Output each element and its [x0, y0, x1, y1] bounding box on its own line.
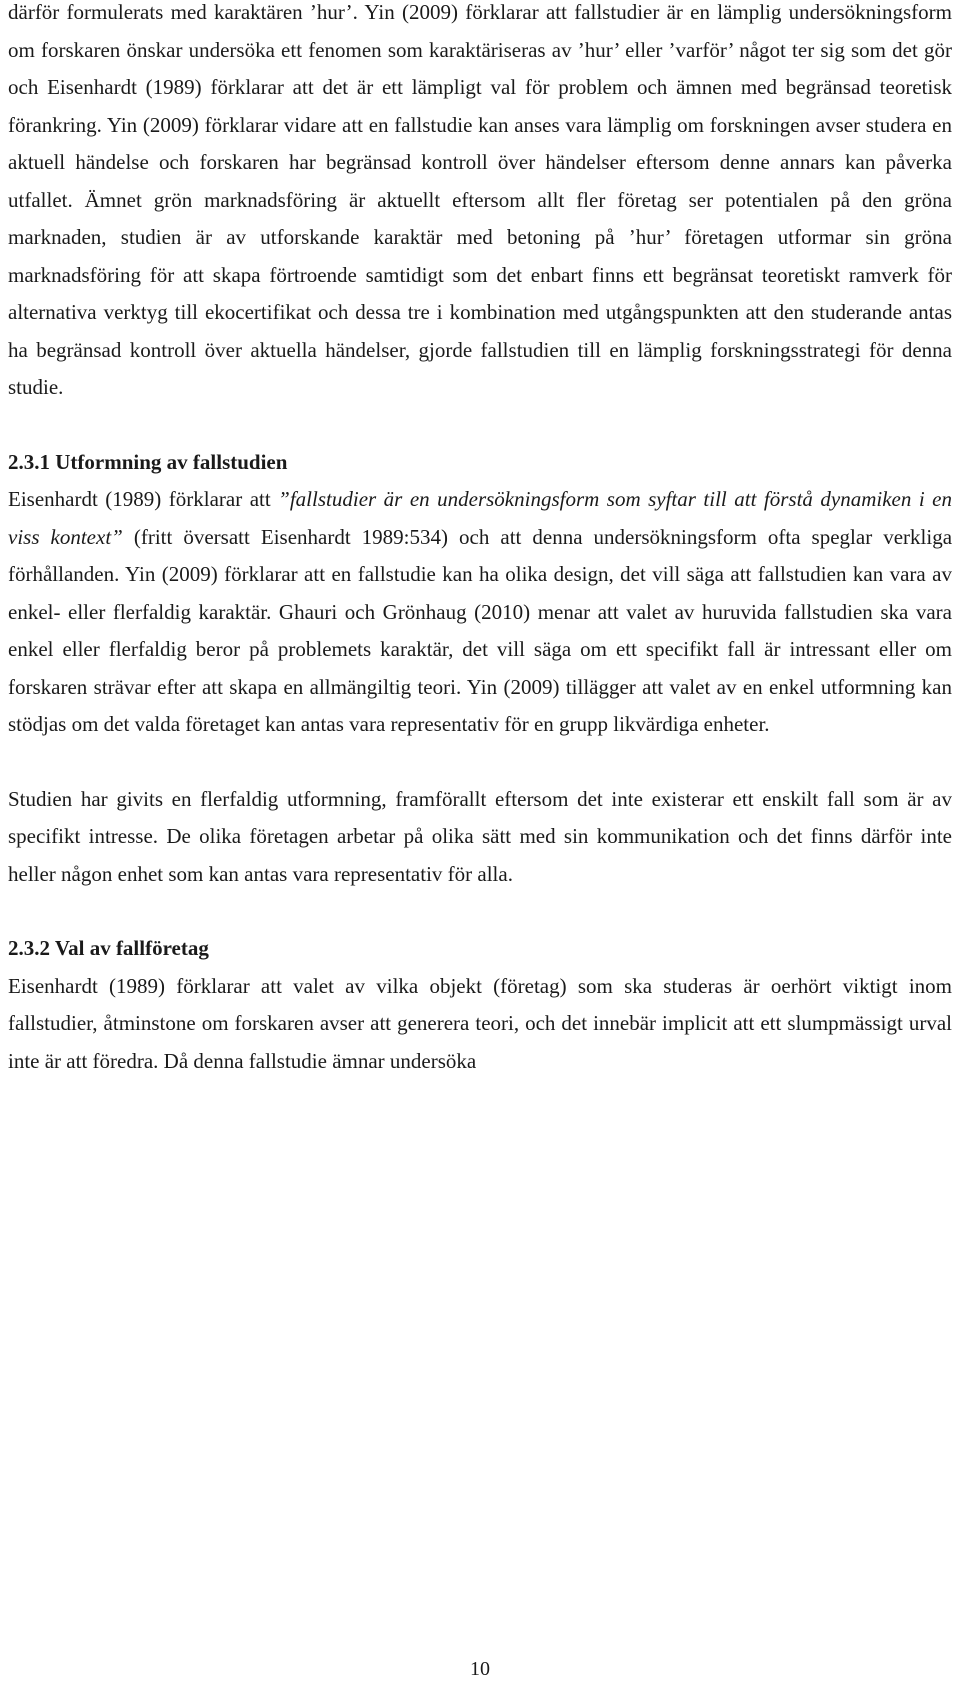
body-paragraph [8, 481, 952, 744]
page-number: 10 [470, 1658, 490, 1680]
body-paragraph: därför formulerats med karaktären ’hur’. Yin (2009) förklarar att fallstudier är en lämplig undersökningsform om forskaren önskar undersöka ett fenomen som karaktäriseras av ’hur’ eller ’varför’ något ter sig som det gör och Eisenhardt (1989) förklarar att det är ett lämpligt val för problem och ämnen med begränsad teoretisk förankring. Yin (2009) förklarar vidare att en fallstudie kan anses vara lämplig om forskningen avser studera en aktuell händelse och forskaren har begränsad kontroll över händelser eftersom denne annars kan påverka utfallet. Ämnet grön marknadsföring är aktuellt eftersom allt fler företag ser potentialen på den gröna marknaden, studien är av utforskande karaktär med betoning på ’hur’ företagen utformar sin gröna marknadsföring för att skapa förtroende samtidigt som det enbart finns ett begränsat teoretiskt ramverk för alternativa verktyg till ekocertifikat och dessa tre i kombination med utgångspunkten att den studerande antas ha begränsad kontroll över aktuella händelser, gjorde fallstudien till en lämplig forskningsstrategi för denna studie. [8, 0, 952, 399]
paragraph-spacer [8, 407, 952, 444]
section-heading: 2.3.1 Utformning av fallstudien [8, 449, 288, 474]
paragraph-text: Eisenhardt (1989) förklarar att [8, 487, 279, 511]
section-heading: 2.3.2 Val av fallföretag [8, 936, 209, 960]
paragraph-spacer [8, 893, 952, 930]
document-page [8, 0, 952, 1080]
body-paragraph: Studien har givits en flerfaldig utformning, framförallt eftersom det inte existerar ett enskilt fall som är av specifikt intresse. De olika företagen arbetar på olika sätt med sin kommunikation och det finns därför inte heller någon enhet som kan antas vara representativ för alla. [8, 786, 952, 886]
paragraph-text: (fritt översatt Eisenhardt 1989:534) och att denna undersökningsform ofta speglar verkliga förhållanden. Yin (2009) förklarar att en fallstudie kan ha olika design, det vill säga att fallstudien kan vara av enkel- eller flerfaldig karaktär. Ghauri och Grönhaug (2010) menar att valet av huruvida fallstudien ska vara enkel eller flerfaldig beror på problemets karaktär, det vill säga om ett specifikt fall är intressant eller om forskaren strävar efter att skapa en allmängiltig teori. Yin (2009) tillägger att valet av en enkel utformning kan stödjas om det valda företaget kan antas vara representativ för en grupp likvärdiga enheter. [8, 524, 953, 736]
italic-quote: ”fallstudier är en undersökningsform som syftar till att förstå dynamiken i en viss kontext” [8, 487, 952, 549]
body-paragraph: Eisenhardt (1989) förklarar att valet av vilka objekt (företag) som ska studeras är oerhört viktigt inom fallstudier, åtminstone om forskaren avser att generera teori, och det innebär implicit att ett slumpmässigt urval inte är att föredra. Då denna fallstudie ämnar undersöka [8, 973, 952, 1073]
paragraph-spacer [8, 744, 952, 781]
